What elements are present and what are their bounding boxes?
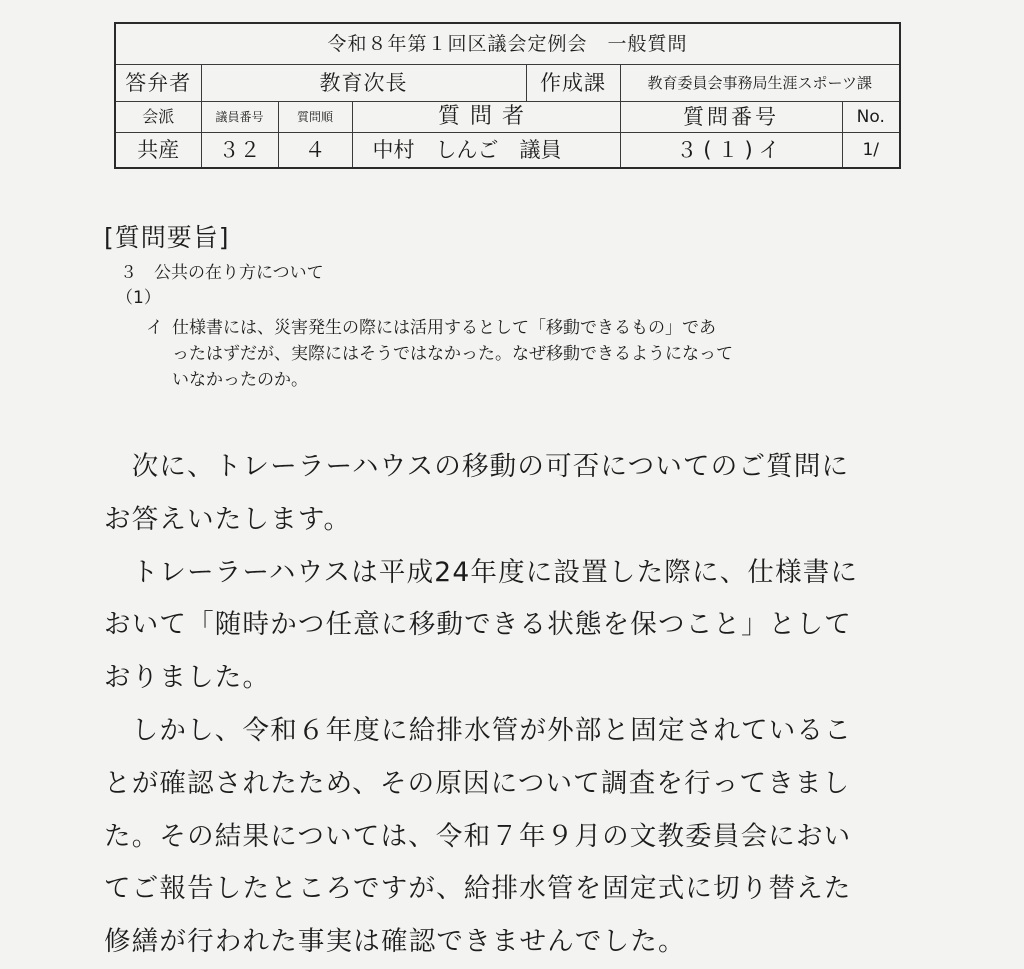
respondent-label: 答弁者 bbox=[115, 65, 201, 102]
summary-detail-line: ったはずだが、実際にはそうではなかった。なぜ移動できるようになって bbox=[172, 344, 733, 364]
answer-line: お答えいたします。 bbox=[104, 503, 352, 535]
member-no-value: ３２ bbox=[201, 133, 278, 169]
answer-line: トレーラーハウスは平成24年度に設置した際に、仕様書に bbox=[104, 556, 859, 588]
answer-line: た。その結果については、令和７年９月の文教委員会におい bbox=[104, 820, 852, 852]
dept-label: 作成課 bbox=[526, 65, 620, 102]
answer-line: とが確認されたため、その原因について調査を行ってきまし bbox=[104, 767, 851, 799]
answer-line: おいて「随時かつ任意に移動できる状態を保つこと」として bbox=[104, 609, 852, 641]
summary-detail-line bbox=[146, 315, 736, 341]
summary-detail-text: 仕様書には、災害発生の際には活用するとして「移動できるもの」であ bbox=[172, 318, 716, 338]
order-value: ４ bbox=[278, 133, 352, 169]
order-label: 質問順 bbox=[278, 102, 352, 133]
no-value: 1/ bbox=[842, 133, 900, 169]
header-table bbox=[114, 22, 901, 169]
answer-line: てご報告したところですが、給排水管を固定式に切り替えた bbox=[104, 873, 852, 905]
session-title: 令和８年第１回区議会定例会 一般質問 bbox=[115, 23, 900, 65]
dept-value: 教育委員会事務局生涯スポーツ課 bbox=[620, 65, 900, 102]
summary-heading: [質問要旨] bbox=[104, 223, 230, 252]
question-no-value: ３(１)イ bbox=[620, 133, 842, 169]
faction-label: 会派 bbox=[115, 102, 201, 133]
summary-item: ３ 公共の在り方について bbox=[120, 263, 324, 283]
asker-value: 中村 しんご 議員 bbox=[352, 133, 620, 169]
answer-line: 修繕が行われた事実は確認できませんでした。 bbox=[104, 926, 686, 958]
respondent-value: 教育次長 bbox=[201, 65, 526, 102]
summary-detail bbox=[146, 315, 736, 393]
answer-line: おりました。 bbox=[104, 662, 271, 694]
summary-detail-marker: イ bbox=[146, 318, 163, 338]
no-label: No. bbox=[842, 102, 900, 133]
member-no-label: 議員番号 bbox=[201, 102, 278, 133]
faction-value: 共産 bbox=[115, 133, 201, 169]
question-no-label: 質問番号 bbox=[620, 102, 842, 133]
summary-subitem: （1） bbox=[116, 288, 161, 308]
answer-line: しかし、令和６年度に給排水管が外部と固定されているこ bbox=[104, 714, 852, 746]
asker-label: 質問者 bbox=[352, 102, 620, 133]
answer-line: 次に、トレーラーハウスの移動の可否についてのご質問に bbox=[104, 451, 850, 482]
answer-body bbox=[104, 441, 924, 969]
summary-detail-line: いなかったのか。 bbox=[172, 370, 308, 390]
